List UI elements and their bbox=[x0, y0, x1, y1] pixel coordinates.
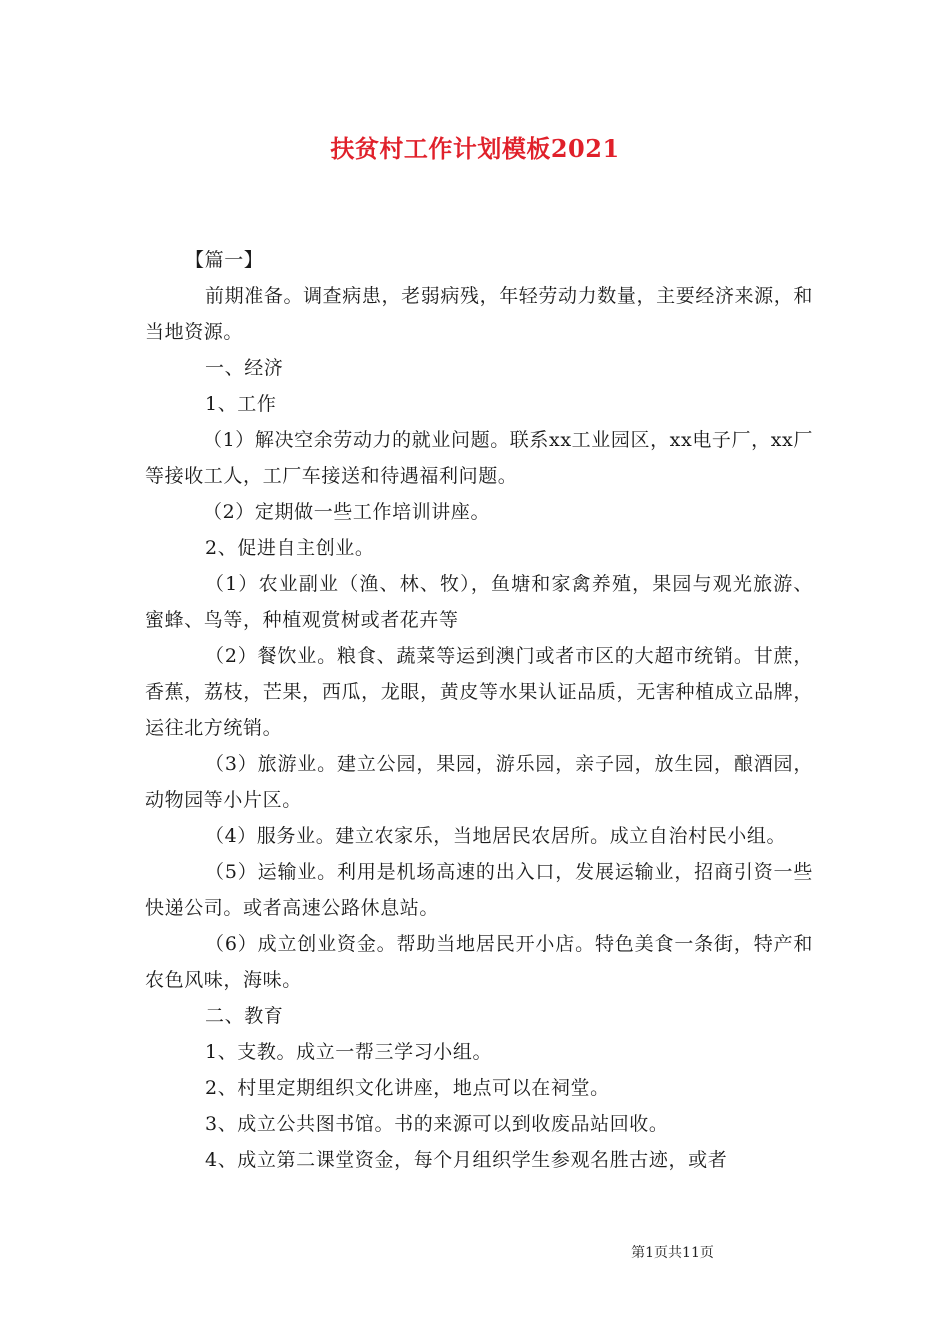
document-title: 扶贫村工作计划模板2021 bbox=[330, 134, 620, 163]
list-item: 4、成立第二课堂资金，每个月组织学生参观名胜古迹，或者 bbox=[205, 1149, 728, 1171]
list-item: （4）服务业。建立农家乐，当地居民农居所。成立自治村民小组。 bbox=[205, 825, 787, 847]
list-item: （1）解决空余劳动力的就业问题。联系xx工业园区，xx电子厂，xx厂等接收工人，工厂车接送和待遇福利问题。 bbox=[145, 429, 813, 487]
list-item: （3）旅游业。建立公园，果园，游乐园，亲子园，放生园，酿酒园，动物园等小片区。 bbox=[145, 753, 813, 811]
list-item: 3、成立公共图书馆。书的来源可以到收废品站回收。 bbox=[205, 1113, 669, 1135]
list-item: （2）定期做一些工作培训讲座。 bbox=[203, 501, 491, 523]
paragraph: 前期准备。调查病患，老弱病残，年轻劳动力数量，主要经济来源，和当地资源。 bbox=[145, 285, 813, 343]
section-heading: 一、经济 bbox=[205, 357, 284, 379]
document-body bbox=[145, 242, 813, 1178]
list-item: （2）餐饮业。粮食、蔬菜等运到澳门或者市区的大超市统销。甘蔗，香蕉，荔枝，芒果，西瓜，龙眼，黄皮等水果认证品质，无害种植成立品牌，运往北方统销。 bbox=[145, 645, 813, 739]
list-item: 1、支教。成立一帮三学习小组。 bbox=[205, 1041, 493, 1063]
section-heading: 二、教育 bbox=[205, 1005, 284, 1027]
list-item: （6）成立创业资金。帮助当地居民开小店。特色美食一条街，特产和农色风味，海味。 bbox=[145, 933, 813, 991]
page-number: 第1页共11页 bbox=[631, 1245, 714, 1261]
list-item: （1）农业副业（渔、林、牧），鱼塘和家禽养殖，果园与观光旅游、蜜蜂、鸟等，种植观赏树或者花卉等 bbox=[145, 573, 813, 631]
page-footer bbox=[0, 1243, 950, 1263]
subsection-heading: 1、工作 bbox=[205, 393, 277, 415]
section-heading: 【篇一】 bbox=[185, 249, 264, 271]
list-item: 2、村里定期组织文化讲座，地点可以在祠堂。 bbox=[205, 1077, 610, 1099]
list-item: （5）运输业。利用是机场高速的出入口，发展运输业，招商引资一些快递公司。或者高速公路休息站。 bbox=[145, 861, 813, 919]
subsection-heading: 2、促进自主创业。 bbox=[205, 537, 375, 559]
